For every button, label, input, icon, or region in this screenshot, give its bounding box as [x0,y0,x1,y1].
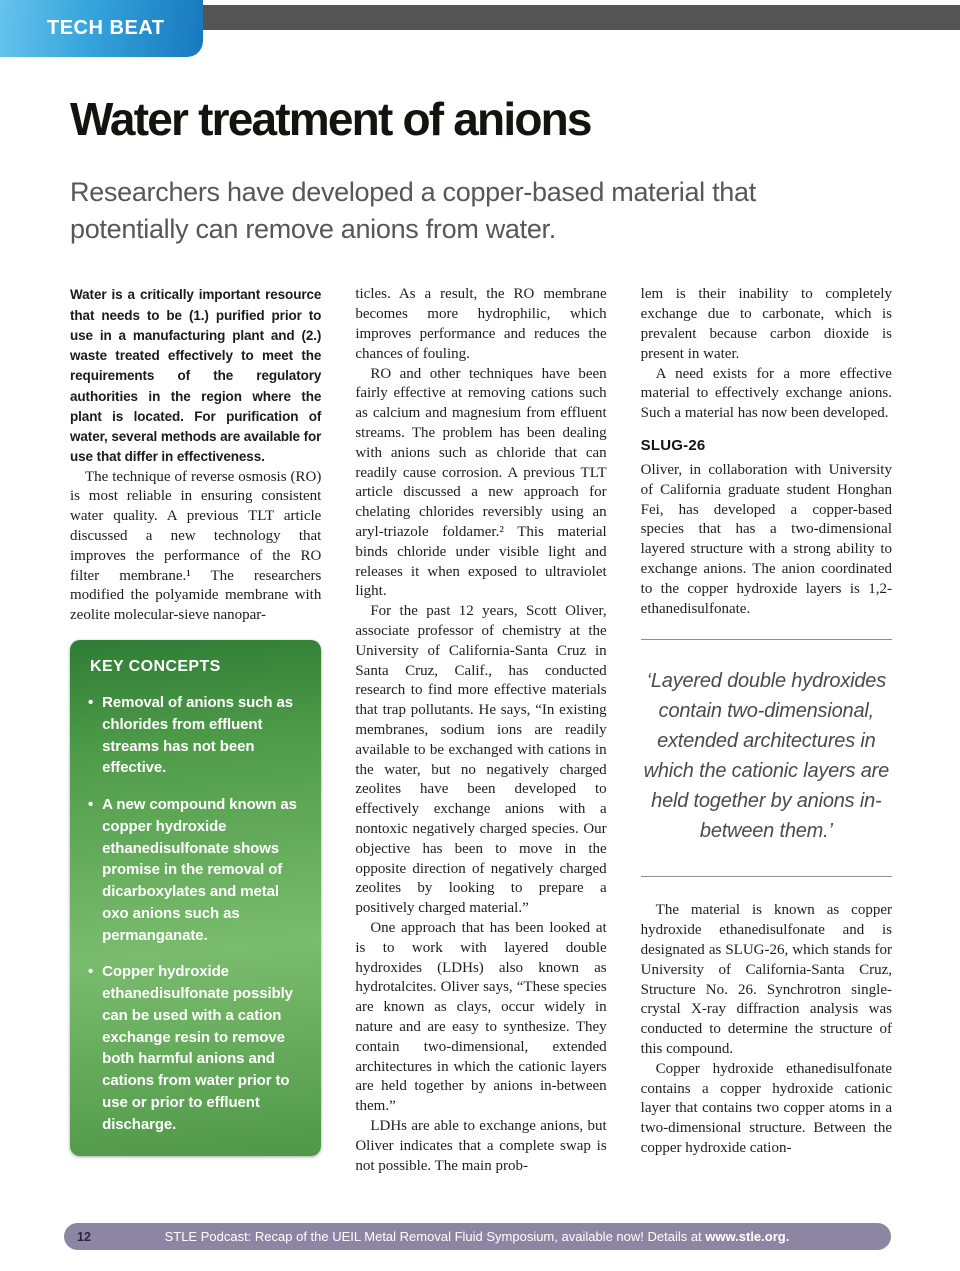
body-paragraph: The material is known as copper hydroxide ethanedisulfonate and is designated as SLUG-26, which stands for University of California-Santa Cruz, Structure No. 26. Synchrotron single-crystal X-ray diffraction analysis was conducted to determine the structure of this compound. [640,902,892,1057]
body-paragraph: Oliver, in collaboration with University of California graduate student Honghan Fei, has developed a copper-based species that has a two-dimensional layered structure with a strong ability to exchange anions. The anion coordinated to the copper hydroxide layers is 1,2-ethanedisulfonate. [640,462,892,617]
bullet-icon: • [88,796,94,814]
section-heading-slug-26: SLUG-26 [640,437,706,455]
body-paragraph: For the past 12 years, Scott Oliver, associate professor of chemistry at the University of California-Santa Cruz in Santa Cruz, Calif., has conducted research to find more effective materials that trap pollutants. He says, “In existing membranes, sodium ions are readily available to be exchanged with cations in the water, but no negatively charged zeolites have been developed to effectively exchange anions with a nontoxic negatively charged species. Our objective has been to move in the opposite direction of negatively charged zeolites by looking to prepare a positively charged material.” [355,603,607,917]
column-1 [70,285,321,1176]
column-2 [355,285,606,1176]
key-concept-text: Removal of anions such as chlorides from effluent streams has not been effective. [102,694,294,777]
footer-podcast-message: STLE Podcast: Recap of the UEIL Metal Removal Fluid Symposium, available now! Details at [164,1229,706,1244]
body-paragraph: Copper hydroxide ethanedisulfonate contains a copper hydroxide cationic layer that contains two copper atoms in a two-dimensional structure. Between the copper hydroxide cation- [640,1060,892,1156]
section-banner [0,0,203,57]
body-paragraph: The technique of reverse osmosis (RO) is most reliable in ensuring consistent water quality. A previous TLT article discussed a new technology that improves the performance of the RO filter membrane.¹ The researchers modified the polyamide membrane with zeolite molecular-sieve nanopar- [70,468,322,624]
page-number: 12 [77,1229,91,1244]
article-content [70,92,892,1176]
top-divider-bar [201,5,960,30]
key-concept-item [88,692,306,779]
body-paragraph: RO and other techniques have been fairly effective at removing cations such as calcium and magnesium from effluent streams. The problem has been dealing with anions such as chloride that can readily cause corrosion. A previous TLT article discussed a new approach for chelating chlorides reversibly using an aryl-triazole foldamer.² This material binds chloride under visible light and releases it when exposed to ultraviolet light. [355,365,607,600]
body-paragraph: One approach that has been looked at is to work with layered double hydroxides (LDHs) also known as hydrotalcites. Oliver says, “These species are known as clays, occur widely in nature and are easy to synthesize. They contain two-dimensional, extended architectures in which the cationic layers are held together by anions in-between them.” [355,919,607,1115]
lead-paragraph: Water is a critically important resource that needs to be (1.) purified prior to use in a manufacturing plant and (2.) waste treated effectively to meet the requirements of the regulatory authorities in the region where the plant is located. For purification of water, several methods are available for use that differ in effectiveness. [70,287,322,465]
key-concept-item [88,794,306,946]
key-concept-text: A new compound known as copper hydroxide ethanedisulfonate shows promise in the removal of dicarboxylates and metal oxo anions such as permanganate. [102,796,297,944]
footer-bar [64,1223,891,1250]
bullet-icon: • [88,694,94,712]
body-paragraph: ticles. As a result, the RO membrane becomes more hydrophilic, which improves performance and reduces the chances of fouling. [355,286,607,362]
body-paragraph: A need exists for a more effective material to effectively exchange anions. Such a material has now been developed. [640,365,892,422]
article-title: Water treatment of anions [70,93,591,145]
footer-podcast-text [91,1229,891,1244]
stle-org-link[interactable]: www.stle.org. [705,1229,790,1244]
article-columns [70,285,892,1176]
section-banner-label: TECH BEAT [47,17,165,39]
column-3 [641,285,892,1176]
key-concept-text: Copper hydroxide ethanedisulfonate possibly can be used with a cation exchange resin to remove both harmful anions and cations from water prior to use or prior to effluent discharge. [102,963,293,1133]
pull-quote: ‘Layered double hydroxides contain two-dimensional, extended architectures in which the cationic layers are held together by anions in-between them.’ [641,639,892,877]
body-paragraph: LDHs are able to exchange anions, but Oliver indicates that a complete swap is not possible. The main prob- [355,1117,607,1174]
key-concepts-box [70,640,321,1156]
key-concept-item [88,961,306,1135]
body-paragraph: lem is their inability to completely exchange due to carbonate, which is prevalent because carbon dioxide is present in water. [640,286,892,362]
key-concepts-title: KEY CONCEPTS [90,658,221,676]
article-subtitle: Researchers have developed a copper-based material that potentially can remove anions from water. [70,177,756,244]
bullet-icon: • [88,963,94,981]
